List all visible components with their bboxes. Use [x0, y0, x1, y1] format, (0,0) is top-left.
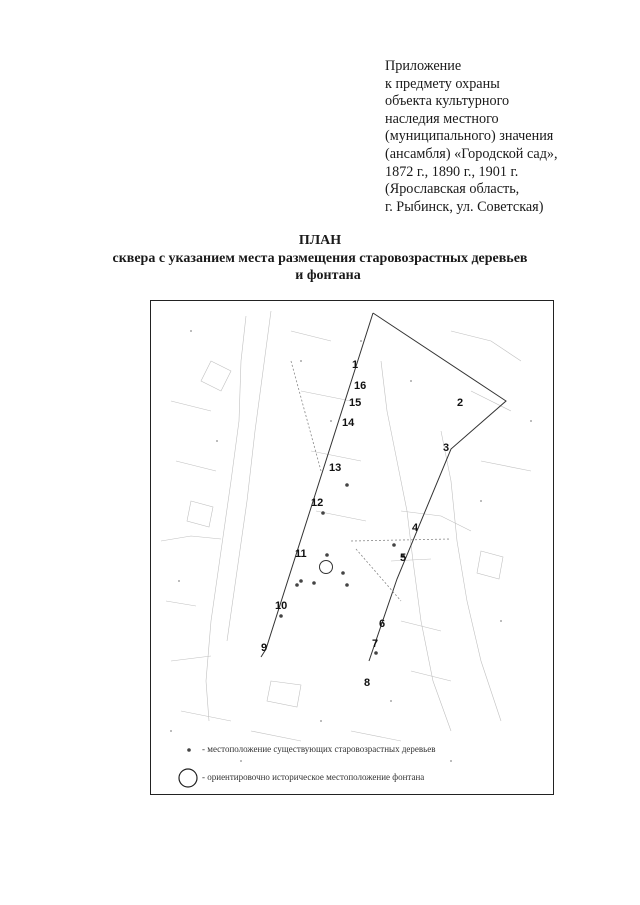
label-12: 12 [311, 497, 324, 509]
annex-line-7: 1872 г., 1890 г., 1901 г. [385, 163, 519, 180]
annex-block [385, 58, 625, 216]
label-8: 8 [364, 677, 371, 689]
legend-fountain: - ориентировочно историческое местоположение фонтана [202, 772, 425, 782]
annex-line-4: наследия местного [385, 110, 499, 127]
label-16: 16 [354, 380, 367, 392]
label-6: 6 [379, 618, 386, 630]
annex-line-1: Приложение [385, 58, 462, 74]
label-4: 4 [412, 522, 419, 534]
dotted-lines [291, 361, 451, 601]
label-7: 7 [372, 638, 379, 650]
label-3: 3 [443, 442, 450, 454]
label-2: 2 [457, 397, 464, 409]
label-13: 13 [329, 462, 342, 474]
map-specks [170, 330, 532, 762]
fountain-marker [320, 561, 333, 574]
annex-line-5: (муниципального) значения [385, 128, 554, 145]
square-boundary [261, 313, 506, 661]
map-texture [161, 311, 531, 741]
plan-labels [261, 359, 463, 689]
plan-map [151, 301, 554, 795]
label-1: 1 [352, 359, 359, 371]
annex-line-9: г. Рыбинск, ул. Советская) [385, 198, 544, 215]
annex-line-6: (ансамбля) «Городской сад», [385, 145, 558, 162]
plan-title [0, 232, 640, 285]
title-line-2: сквера с указанием места размещения старовозрастных деревьев [112, 250, 528, 266]
label-14: 14 [342, 417, 355, 429]
annex-line-3: объекта культурного [385, 93, 510, 110]
label-9: 9 [261, 642, 268, 654]
annex-line-2: к предмету охраны [385, 75, 500, 92]
label-10: 10 [275, 600, 288, 612]
title-line-3: и фонтана [295, 268, 361, 283]
legend-trees: - местоположение существующих старовозрастных деревьев [202, 744, 436, 754]
annex-line-8: (Ярославская область, [385, 181, 520, 198]
label-11: 11 [295, 548, 307, 560]
legend-fountain-symbol [179, 769, 197, 787]
label-15: 15 [349, 397, 362, 409]
title-line-1: ПЛАН [298, 233, 342, 248]
tree-markers [279, 483, 405, 655]
label-5: 5 [400, 552, 407, 564]
legend-tree-symbol [187, 748, 191, 752]
plan-frame [150, 300, 554, 795]
